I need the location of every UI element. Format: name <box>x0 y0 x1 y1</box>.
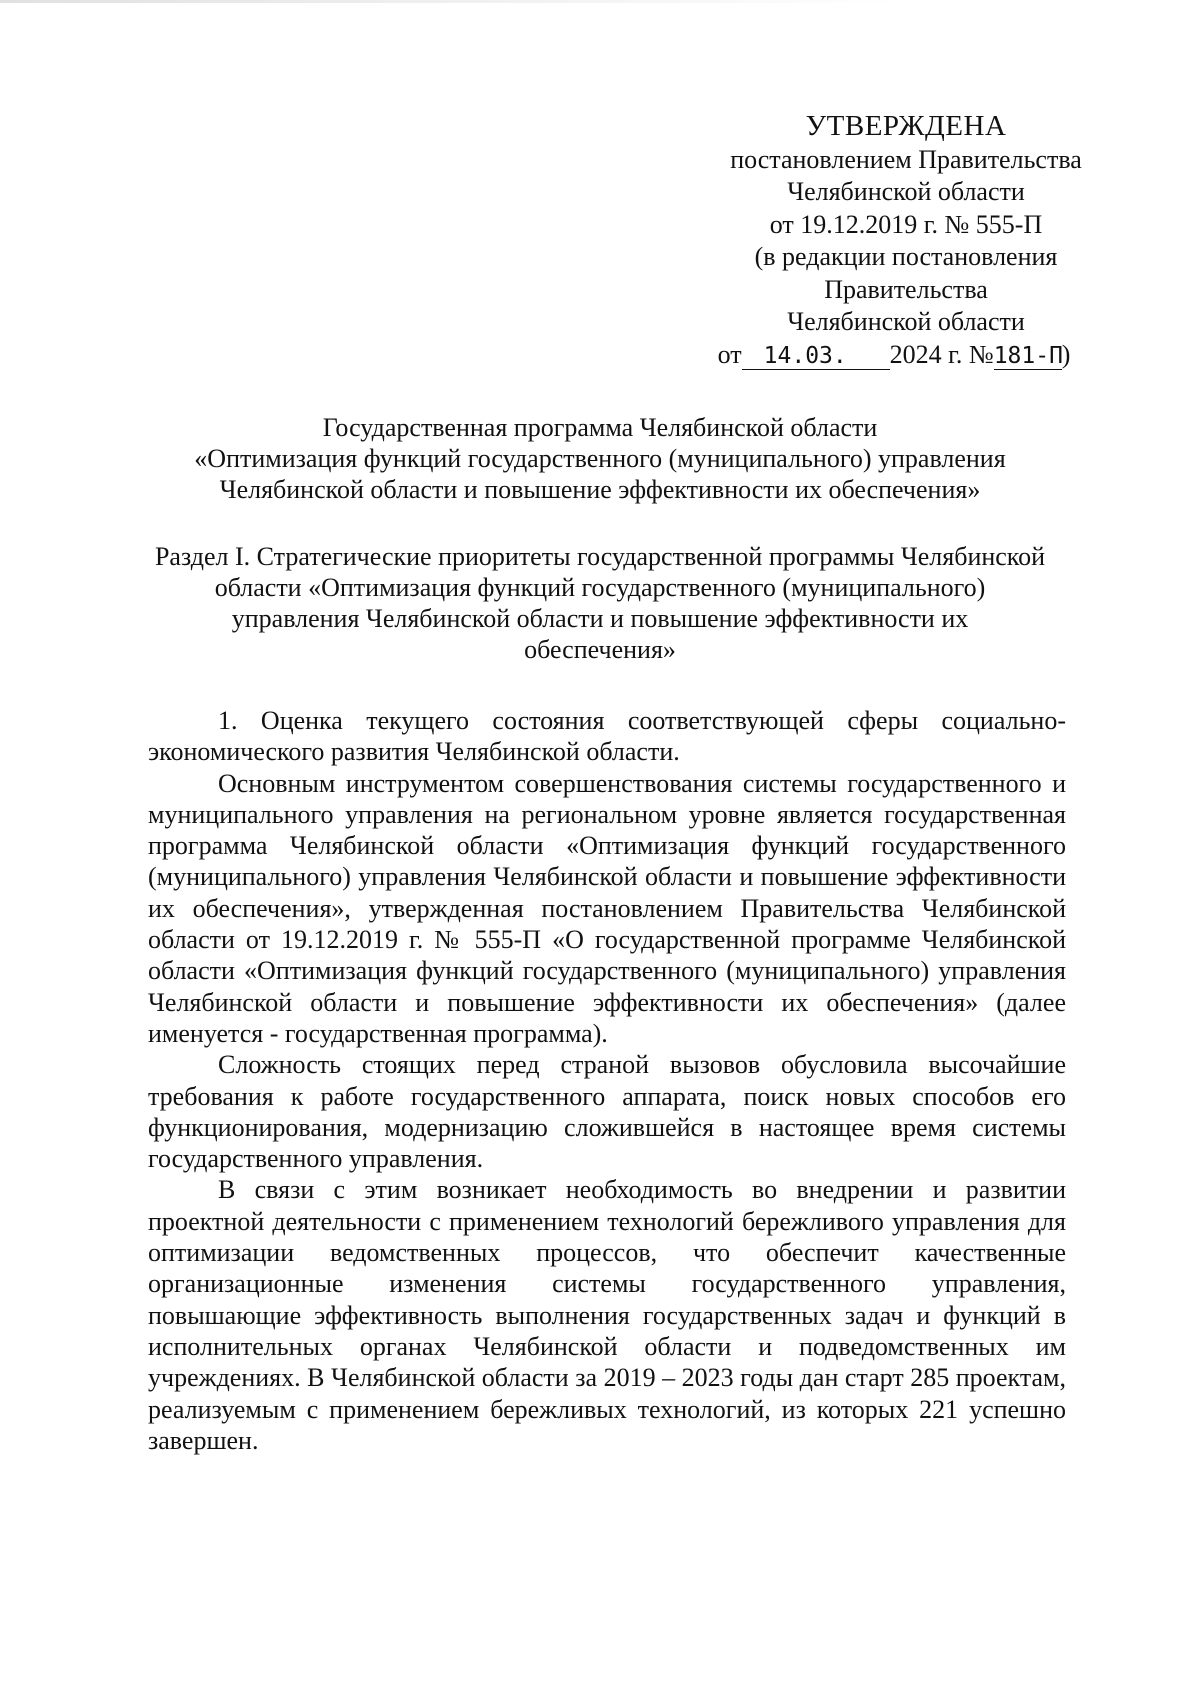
date-prefix: от <box>717 339 742 369</box>
section-title-line: Раздел I. Стратегические приоритеты государственной программы Челябинской <box>154 542 1046 571</box>
filled-date: 14.03. <box>742 343 890 370</box>
scan-edge-artifact <box>0 0 900 3</box>
paragraph: 1. Оценка текущего состояния соответствующей сферы социально-экономического развития Челябинской области. <box>148 706 1066 767</box>
filled-number: 181-П <box>993 342 1063 369</box>
program-title-line: Государственная программа Челябинской области <box>322 413 878 442</box>
section-title-line: управления Челябинской области и повышение эффективности их <box>231 604 969 633</box>
approval-line: (в редакции постановления <box>754 242 1058 271</box>
approval-line: Челябинской области <box>787 177 1025 206</box>
program-title-line: «Оптимизация функций государственного (муниципального) управления <box>194 444 1006 473</box>
paragraph: В связи с этим возникает необходимость во внедрении и развитии проектной деятельности с применением технологий бережливого управления для оптимизации ведомственных процессов, что обеспечит качественные организационные изменения системы государственного управления, повышающие эффективность выполнения государственных задач и функций в исполнительных органах Челябинской области и подведомственных им учреждениях. В Челябинской области за 2019 – 2023 годы дан старт 285 проектам, реализуемым с применением бережливых технологий, из которых 221 успешно завершен. <box>148 1175 1066 1455</box>
paragraph: Сложность стоящих перед страной вызовов обусловила высочайшие требования к работе государственного аппарата, поиск новых способов его функционирования, модернизацию сложившейся в настоящее время системы государственного управления. <box>148 1050 1066 1174</box>
date-year: 2024 г. № <box>889 339 994 369</box>
approval-block <box>696 110 1116 371</box>
approval-title: УТВЕРЖДЕНА <box>805 110 1007 142</box>
approval-line: постановлением Правительства <box>730 144 1082 174</box>
paragraph: Основным инструментом совершенствования системы государственного и муниципального управления на региональном уровне является государственная программа Челябинской области «Оптимизация функций государственного (муниципального) управления Челябинской области и повышение эффективности их обеспечения», утвержденная постановлением Правительства Челябинской области от 19.12.2019 г. № 555-П «О государственной программе Челябинской области «Оптимизация функций государственного (муниципального) управления Челябинской области и повышение эффективности их обеспечения» (далее именуется - государственная программа). <box>148 768 1066 1048</box>
program-title-line: Челябинской области и повышение эффективности их обеспечения» <box>219 475 981 504</box>
body-text <box>148 705 1066 1456</box>
section-title-line: обеспечения» <box>524 635 676 664</box>
section-title <box>120 541 1080 665</box>
approval-line: Правительства <box>824 274 988 304</box>
approval-line: от 19.12.2019 г. № 555-П <box>769 209 1043 239</box>
approval-line: Челябинской области <box>787 307 1025 336</box>
program-title <box>130 412 1070 505</box>
section-title-line: области «Оптимизация функций государственного (муниципального) <box>214 573 986 602</box>
closing-paren: ) <box>1061 339 1071 369</box>
approval-date-line <box>684 339 1104 372</box>
